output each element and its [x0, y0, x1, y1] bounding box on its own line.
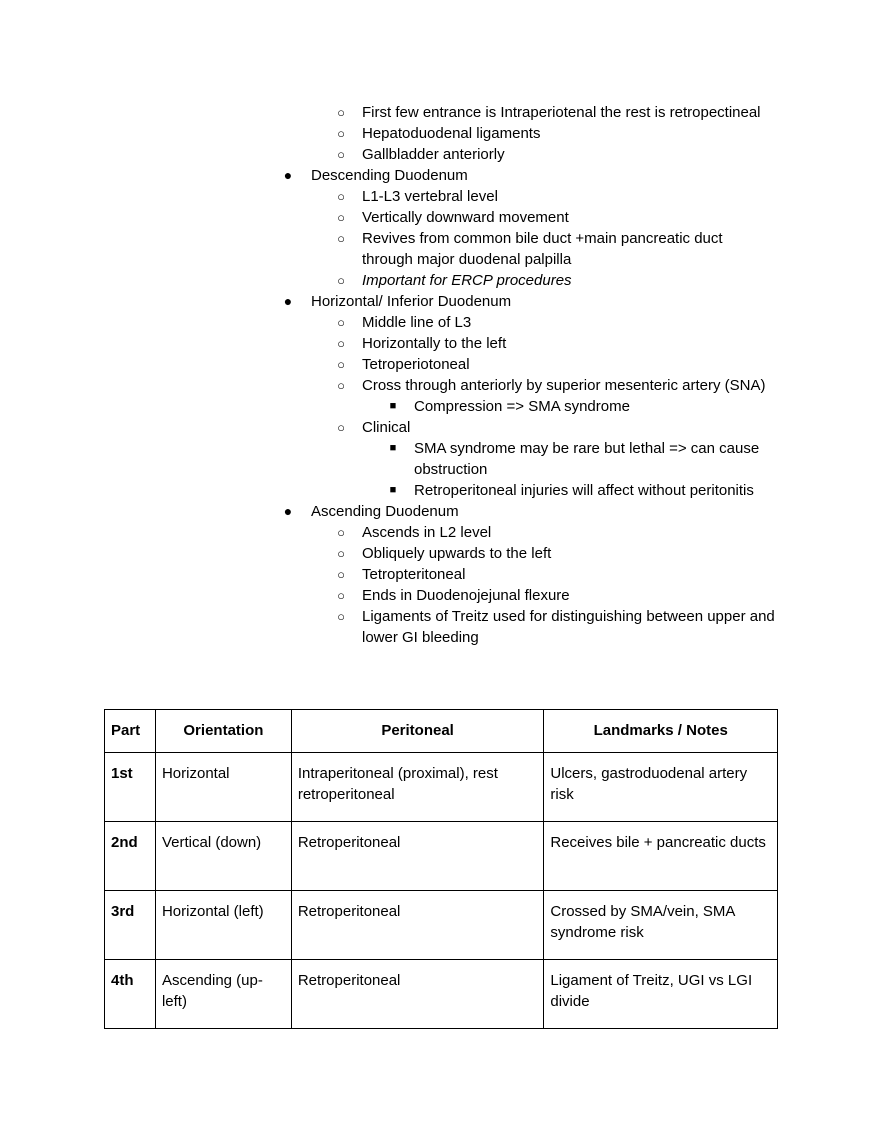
list-item [0, 102, 776, 123]
hollow-bullet-icon: ○ [337, 609, 345, 624]
cell-peritoneal: Intraperitoneal (proximal), rest retroperitoneal [291, 753, 544, 822]
header-peritoneal: Peritoneal [291, 710, 544, 753]
cell-orientation: Horizontal (left) [155, 891, 291, 960]
hollow-bullet-icon: ○ [337, 147, 345, 162]
cell-orientation: Vertical (down) [155, 822, 291, 891]
list-item-text: Descending Duodenum [311, 167, 468, 184]
hollow-bullet-icon: ○ [337, 231, 345, 246]
list-item-text: Cross through anteriorly by superior mesenteric artery (SNA) [362, 377, 766, 394]
list-item [0, 354, 776, 375]
cell-part: 3rd [105, 891, 156, 960]
list-item [0, 543, 776, 564]
list-item-text: Ends in Duodenojejunal flexure [362, 587, 570, 604]
list-item-text: Retroperitoneal injuries will affect without peritonitis [414, 482, 754, 499]
hollow-bullet-icon: ○ [337, 525, 345, 540]
hollow-bullet-icon: ○ [337, 273, 345, 288]
square-bullet-icon: ■ [389, 484, 397, 496]
cell-landmarks: Receives bile + pancreatic ducts [544, 822, 778, 891]
cell-peritoneal: Retroperitoneal [291, 960, 544, 1029]
hollow-bullet-icon: ○ [337, 315, 345, 330]
list-item-text: Clinical [362, 419, 411, 436]
list-item-text: SMA syndrome may be rare but lethal => can cause obstruction [414, 440, 760, 478]
list-item-text: Compression => SMA syndrome [414, 398, 630, 415]
list-item [0, 480, 776, 501]
hollow-bullet-icon: ○ [337, 336, 345, 351]
list-item [0, 123, 776, 144]
list-item-text: Middle line of L3 [362, 314, 472, 331]
list-item [0, 228, 776, 270]
hollow-bullet-icon: ○ [337, 357, 345, 372]
list-item-text: Tetropteritoneal [362, 566, 466, 583]
list-item-text: Hepatoduodenal ligaments [362, 125, 541, 142]
list-item-text: Ascending Duodenum [311, 503, 459, 520]
hollow-bullet-icon: ○ [337, 546, 345, 561]
filled-bullet-icon: ● [283, 167, 293, 183]
list-item-text: Important for ERCP procedures [362, 272, 572, 289]
list-item-text: Ascends in L2 level [362, 524, 492, 541]
header-orientation: Orientation [155, 710, 291, 753]
square-bullet-icon: ■ [389, 400, 397, 412]
list-item [0, 207, 776, 228]
duodenum-table [104, 709, 778, 1029]
cell-orientation: Horizontal [155, 753, 291, 822]
list-item [0, 585, 776, 606]
list-item [0, 606, 776, 648]
list-item-text: Vertically downward movement [362, 209, 569, 226]
hollow-bullet-icon: ○ [337, 126, 345, 141]
list-item [0, 501, 776, 522]
list-item [0, 375, 776, 396]
list-item-text: Gallbladder anteriorly [362, 146, 505, 163]
cell-landmarks: Crossed by SMA/vein, SMA syndrome risk [544, 891, 778, 960]
list-item-text: Ligaments of Treitz used for distinguishing between upper and lower GI bleeding [362, 608, 775, 646]
table-row [105, 753, 778, 822]
list-item [0, 186, 776, 207]
list-item [0, 270, 776, 291]
list-item-text: L1-L3 vertebral level [362, 188, 498, 205]
hollow-bullet-icon: ○ [337, 378, 345, 393]
list-item [0, 396, 776, 417]
list-item-text: Horizontal/ Inferior Duodenum [311, 293, 512, 310]
cell-landmarks: Ligament of Treitz, UGI vs LGI divide [544, 960, 778, 1029]
list-item-text: First few entrance is Intraperiotenal the rest is retropectineal [362, 104, 761, 121]
hollow-bullet-icon: ○ [337, 588, 345, 603]
list-item-text: Tetroperiotoneal [362, 356, 470, 373]
bullet-list [0, 102, 880, 648]
table-header-row [105, 710, 778, 753]
table-row [105, 960, 778, 1029]
list-item [0, 333, 776, 354]
list-item [0, 165, 776, 186]
hollow-bullet-icon: ○ [337, 420, 345, 435]
table-row [105, 891, 778, 960]
list-item [0, 291, 776, 312]
square-bullet-icon: ■ [389, 442, 397, 454]
list-item-text: Revives from common bile duct +main pancreatic duct through major duodenal palpilla [362, 230, 723, 268]
header-landmarks: Landmarks / Notes [544, 710, 778, 753]
cell-peritoneal: Retroperitoneal [291, 822, 544, 891]
cell-peritoneal: Retroperitoneal [291, 891, 544, 960]
list-item-text: Horizontally to the left [362, 335, 507, 352]
hollow-bullet-icon: ○ [337, 189, 345, 204]
list-item [0, 522, 776, 543]
hollow-bullet-icon: ○ [337, 567, 345, 582]
cell-part: 1st [105, 753, 156, 822]
hollow-bullet-icon: ○ [337, 105, 345, 120]
filled-bullet-icon: ● [283, 293, 293, 309]
list-item [0, 564, 776, 585]
list-item [0, 417, 776, 438]
list-item [0, 438, 776, 480]
list-item [0, 312, 776, 333]
list-item [0, 144, 776, 165]
header-part: Part [105, 710, 156, 753]
hollow-bullet-icon: ○ [337, 210, 345, 225]
list-item-text: Obliquely upwards to the left [362, 545, 552, 562]
table-row [105, 822, 778, 891]
cell-orientation: Ascending (up-left) [155, 960, 291, 1029]
cell-part: 4th [105, 960, 156, 1029]
cell-part: 2nd [105, 822, 156, 891]
cell-landmarks: Ulcers, gastroduodenal artery risk [544, 753, 778, 822]
filled-bullet-icon: ● [283, 503, 293, 519]
